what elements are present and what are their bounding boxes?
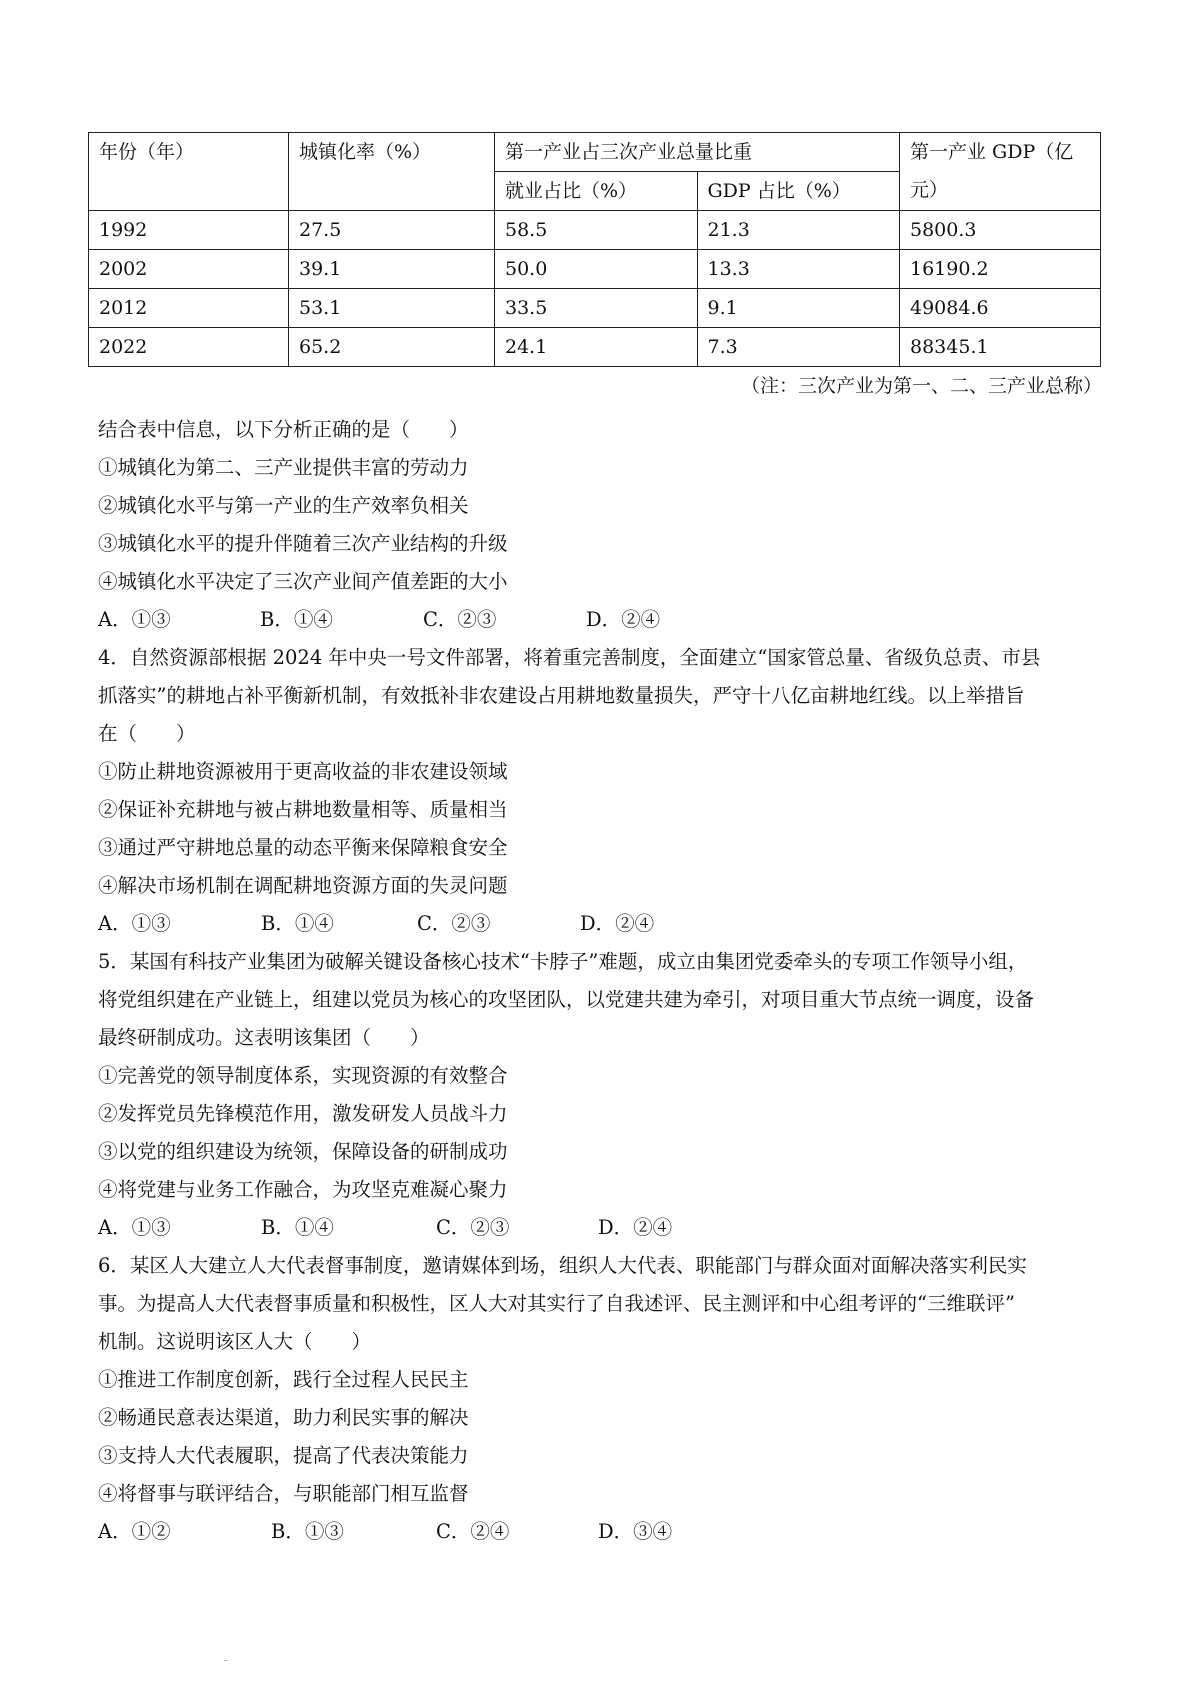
statement-item: ②畅通民意表达渠道，助力利民实事的解决 (98, 1406, 469, 1429)
statement-item: ②保证补充耕地与被占耕地数量相等、质量相当 (98, 798, 508, 821)
statement-item: ④将督事与联评结合，与职能部门相互监督 (98, 1482, 469, 1505)
statement-item: ④城镇化水平决定了三次产业间产值差距的大小 (98, 570, 508, 593)
option-a[interactable]: A．①③ (98, 1216, 171, 1239)
statement-item: ④解决市场机制在调配耕地资源方面的失灵问题 (98, 874, 508, 897)
statement-item: ②城镇化水平与第一产业的生产效率负相关 (98, 494, 469, 517)
cell-urban: 39.1 (289, 250, 495, 289)
question-stem-line: 抓落实”的耕地占补平衡新机制，有效抵补非农建设占用耕地数量损失，严守十八亿亩耕地红线。以上举措旨 (98, 684, 1025, 707)
option-a[interactable]: A．①② (98, 1520, 171, 1543)
option-d[interactable]: D．②④ (586, 608, 661, 631)
header-year: 年份（年） (89, 133, 289, 211)
cell-gdp-value: 5800.3 (900, 211, 1101, 250)
option-c[interactable]: C．②③ (423, 608, 497, 631)
cell-gdp-share: 13.3 (697, 250, 900, 289)
table-note: （注：三次产业为第一、二、三产业总称） (740, 375, 1102, 397)
statement-item: ①城镇化为第二、三产业提供丰富的劳动力 (98, 456, 469, 479)
statement-item: ③通过严守耕地总量的动态平衡来保障粮食安全 (98, 836, 508, 859)
cell-employment: 58.5 (495, 211, 698, 250)
statement-item: ③支持人大代表履职，提高了代表决策能力 (98, 1444, 469, 1467)
question-stem: 结合表中信息，以下分析正确的是（ ） (98, 418, 469, 441)
cell-gdp-share: 21.3 (697, 211, 900, 250)
option-a[interactable]: A．①③ (98, 912, 171, 935)
statement-item: ③城镇化水平的提升伴随着三次产业结构的升级 (98, 532, 508, 555)
header-primary-gdp: 第一产业 GDP（亿元） (900, 133, 1101, 211)
statement-item: ①防止耕地资源被用于更高收益的非农建设领域 (98, 760, 508, 783)
question-stem-line: 6．某区人大建立人大代表督事制度，邀请媒体到场，组织人大代表、职能部门与群众面对面解决落实利民实 (98, 1254, 1027, 1277)
question-stem-line: 在（ ） (98, 722, 196, 745)
table-row (89, 211, 1101, 250)
cell-employment: 24.1 (495, 328, 698, 367)
question-stem-line: 4．自然资源部根据 2024 年中央一号文件部署，将着重完善制度，全面建立“国家管总量、省级负总责、市县 (98, 646, 1041, 669)
cell-year: 2022 (89, 328, 289, 367)
cell-urban: 27.5 (289, 211, 495, 250)
table-header-row (89, 133, 1101, 172)
cell-year: 1992 (89, 211, 289, 250)
question-stem-line: 事。为提高人大代表督事质量和积极性，区人大对其实行了自我述评、民主测评和中心组考评的“三维联评” (98, 1292, 1015, 1315)
cell-employment: 50.0 (495, 250, 698, 289)
cell-gdp-value: 88345.1 (900, 328, 1101, 367)
cell-year: 2012 (89, 289, 289, 328)
question-stem-line: 5．某国有科技产业集团为破解关键设备核心技术“卡脖子”难题，成立由集团党委牵头的专项工作领导小组， (98, 950, 1028, 973)
urbanization-table (88, 132, 1101, 367)
question-stem-line: 机制。这说明该区人大（ ） (98, 1330, 372, 1353)
cell-gdp-value: 49084.6 (900, 289, 1101, 328)
statement-item: ②发挥党员先锋模范作用，激发研发人员战斗力 (98, 1102, 508, 1125)
header-urbanization: 城镇化率（%） (289, 133, 495, 211)
statement-item: ①推进工作制度创新，践行全过程人民民主 (98, 1368, 469, 1391)
question-stem-line: 最终研制成功。这表明该集团（ ） (98, 1026, 430, 1049)
statement-item: ③以党的组织建设为统领，保障设备的研制成功 (98, 1140, 508, 1163)
cell-urban: 53.1 (289, 289, 495, 328)
table-row (89, 289, 1101, 328)
page-mark (224, 1660, 228, 1661)
option-b[interactable]: B．①④ (260, 608, 333, 631)
option-c[interactable]: C．②③ (417, 912, 491, 935)
cell-urban: 65.2 (289, 328, 495, 367)
option-d[interactable]: D．③④ (598, 1520, 673, 1543)
option-b[interactable]: B．①④ (261, 912, 334, 935)
option-b[interactable]: B．①④ (261, 1216, 334, 1239)
question-stem-line: 将党组织建在产业链上，组建以党员为核心的攻坚团队，以党建共建为牵引，对项目重大节点统一调度，设备 (98, 988, 1035, 1011)
option-d[interactable]: D．②④ (598, 1216, 673, 1239)
option-c[interactable]: C．②③ (436, 1216, 510, 1239)
cell-gdp-share: 7.3 (697, 328, 900, 367)
header-employment: 就业占比（%） (495, 172, 698, 211)
option-a[interactable]: A．①③ (98, 608, 171, 631)
table-row (89, 250, 1101, 289)
header-primary-share: 第一产业占三次产业总量比重 (495, 133, 900, 172)
statement-item: ①完善党的领导制度体系，实现资源的有效整合 (98, 1064, 508, 1087)
table-row (89, 328, 1101, 367)
option-d[interactable]: D．②④ (580, 912, 655, 935)
cell-gdp-value: 16190.2 (900, 250, 1101, 289)
cell-gdp-share: 9.1 (697, 289, 900, 328)
cell-year: 2002 (89, 250, 289, 289)
header-gdp-share: GDP 占比（%） (697, 172, 900, 211)
option-b[interactable]: B．①③ (271, 1520, 344, 1543)
statement-item: ④将党建与业务工作融合，为攻坚克难凝心聚力 (98, 1178, 508, 1201)
option-c[interactable]: C．②④ (436, 1520, 510, 1543)
cell-employment: 33.5 (495, 289, 698, 328)
